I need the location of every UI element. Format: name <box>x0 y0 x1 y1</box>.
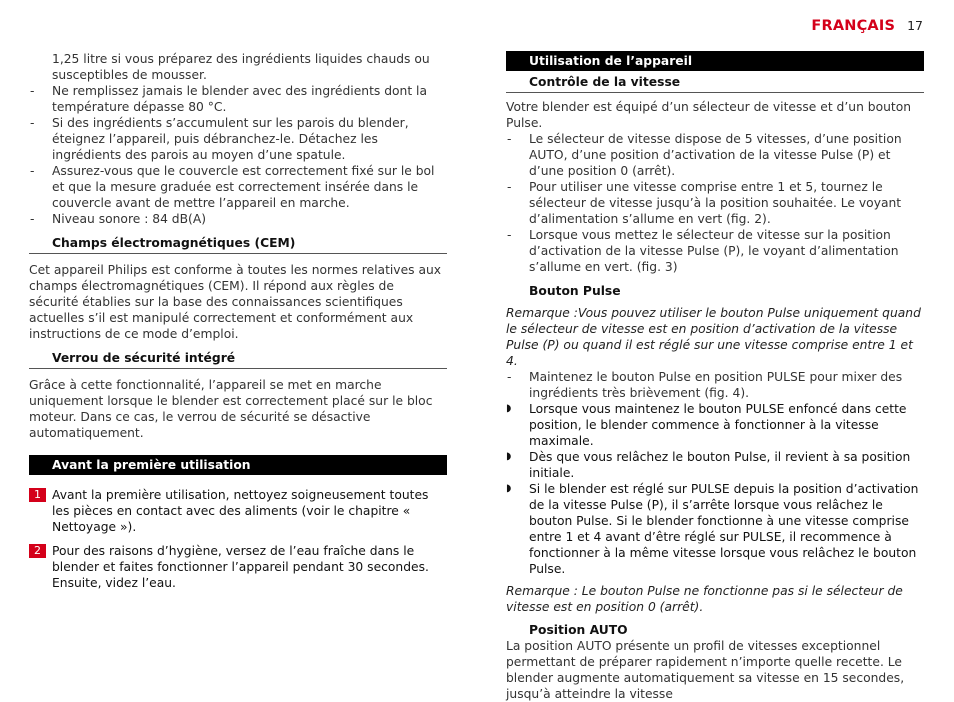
list-item: - Maintenez le bouton Pulse en position PULSE pour mixer des ingrédients très brièvement (fig. 4). <box>506 369 924 401</box>
step-item <box>29 543 447 591</box>
list-item: - Pour utiliser une vitesse comprise entre 1 et 5, tournez le sélecteur de vitesse jusqu’à la position souhaitée. Le voyant d’alimentation s’allume en vert (fig. 2). <box>506 179 924 227</box>
auto-heading: Position AUTO <box>529 623 628 637</box>
step-number-badge: 1 <box>29 488 46 502</box>
list-item: - Si des ingrédients s’accumulent sur les parois du blender, éteignez l’appareil, puis débranchez-le. Détachez les ingrédients des parois au moyen d’une spatule. <box>29 115 447 163</box>
right-column <box>506 51 924 702</box>
bullet-item: ◗ Dès que vous relâchez le bouton Pulse, il revient à sa position initiale. <box>506 449 924 481</box>
bullet-item: ◗ Si le blender est réglé sur PULSE depuis la position d’activation de la vitesse Pulse (P), il s’arrête lorsque vous relâchez le bouton Pulse. Si le blender fonctionne à une vitesse comprise entre 1 et 4 avant d’être réglé sur PULSE, il recommence à fonctionner à la même vitesse lorsque vous relâchez le bouton Pulse. <box>506 481 924 577</box>
pulse-note: Remarque :Vous pouvez utiliser le bouton Pulse uniquement quand le sélecteur de vitesse est en position d’activation de la vitesse Pulse (P) ou quand il est réglé sur une vitesse comprise entre 1 et 4. <box>506 306 921 368</box>
usage-heading: Utilisation de l’appareil <box>506 51 924 71</box>
pulse-note-2: Remarque : Le bouton Pulse ne fonctionne pas si le sélecteur de vitesse est en position 0 (arrêt). <box>506 584 903 614</box>
step-text: Avant la première utilisation, nettoyez soigneusement toutes les pièces en contact avec des aliments (voir le chapitre « Nettoyage »). <box>52 488 429 534</box>
language-label: FRANÇAIS <box>811 18 896 34</box>
emf-heading: Champs électromagnétiques (CEM) <box>29 235 447 254</box>
page-header <box>811 18 923 34</box>
page-number: 17 <box>907 18 923 33</box>
safety-lock-paragraph: Grâce à cette fonctionnalité, l’appareil se met en marche uniquement lorsque le blender est correctement placé sur le bloc moteur. Dans ce cas, le verrou de sécurité se désactive automatiquement. <box>29 378 433 440</box>
safety-lock-heading: Verrou de sécurité intégré <box>29 350 447 369</box>
first-use-heading: Avant la première utilisation <box>29 455 447 475</box>
list-item: - Lorsque vous mettez le sélecteur de vitesse sur la position d’activation de la vitesse Pulse (P), le voyant d’alimentation s’allume en vert. (fig. 3) <box>506 227 924 275</box>
step-number-badge: 2 <box>29 544 46 558</box>
auto-paragraph: La position AUTO présente un profil de vitesses exceptionnel permettant de préparer rapidement n’importe quelle recette. Le blender augmente automatiquement sa vitesse en 15 secondes, jusqu’à atteindre la vitesse <box>506 639 905 701</box>
list-item: - Ne remplissez jamais le blender avec des ingrédients dont la température dépasse 80 °C. <box>29 83 447 115</box>
bullet-item: ◗ Lorsque vous maintenez le bouton PULSE enfoncé dans cette position, le blender commence à fonctionner à la vitesse maximale. <box>506 401 924 449</box>
list-item: - Niveau sonore : 84 dB(A) <box>29 211 447 227</box>
intro-continuation: 1,25 litre si vous préparez des ingrédients liquides chauds ou susceptibles de mousser. <box>52 52 430 82</box>
speed-intro: Votre blender est équipé d’un sélecteur de vitesse et d’un bouton Pulse. <box>506 100 912 130</box>
emf-paragraph: Cet appareil Philips est conforme à toutes les normes relatives aux champs électromagnétiques (CEM). Il répond aux règles de sécurité établies sur la base des connaissances scientifiques actuelles s’il est manipulé correctement et conformément aux instructions de ce mode d’emploi. <box>29 263 442 341</box>
list-item: - Assurez-vous que le couvercle est correctement fixé sur le bol et que la mesure graduée est correctement insérée dans le couvercle avant de mettre l’appareil en marche. <box>29 163 447 211</box>
step-text: Pour des raisons d’hygiène, versez de l’eau fraîche dans le blender et faites fonctionner l’appareil pendant 30 secondes. Ensuite, videz l’eau. <box>52 544 429 590</box>
step-item <box>29 487 447 535</box>
speed-control-heading: Contrôle de la vitesse <box>506 74 924 93</box>
left-column <box>29 51 447 599</box>
pulse-heading: Bouton Pulse <box>529 284 621 298</box>
list-item: - Le sélecteur de vitesse dispose de 5 vitesses, d’une position AUTO, d’une position d’activation de la vitesse Pulse (P) et d’une position 0 (arrêt). <box>506 131 924 179</box>
